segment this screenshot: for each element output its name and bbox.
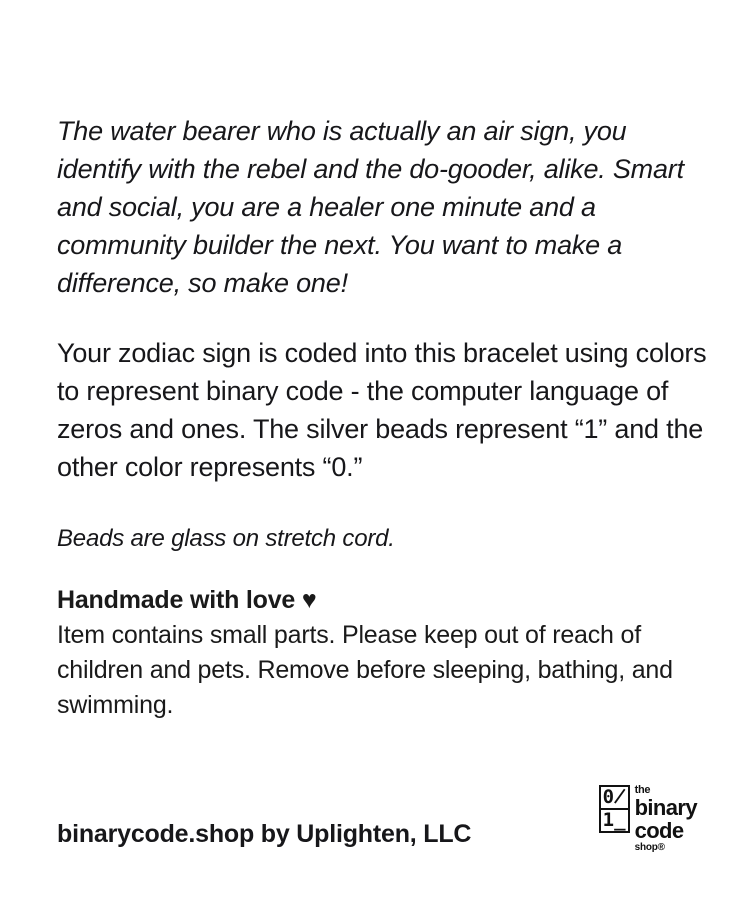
brand-line: binarycode.shop by Uplighten, LLC [57, 820, 472, 848]
care-instructions [57, 583, 697, 723]
binary-code-explanation-paragraph: Your zodiac sign is coded into this bracelet using colors to represent binary code - the computer language of zeros and ones. The silver beads represent “1” and the other color represents “0.” [57, 338, 707, 482]
logo-bit-one: 1̲ [601, 808, 628, 831]
logo-bit-zero: 0̸ [602, 786, 626, 808]
zodiac-description-paragraph: The water bearer who is actually an air sign, you identify with the rebel and the do-gooder, alike. Smart and social, you are a healer one minute and a community builder the next. You want to make a difference, so make one! [57, 116, 684, 298]
binary-code-shop-logo [599, 785, 697, 853]
materials-note: Beads are glass on stretch cord. [57, 525, 395, 552]
logo-shop: shop® [634, 842, 665, 853]
care-body: Item contains small parts. Please keep out of reach of children and pets. Remove before sleeping, bathing, and swimming. [57, 621, 673, 719]
logo-wordmark [635, 785, 697, 853]
logo-the: the [634, 784, 651, 796]
care-headline: Handmade with love ♥ [57, 586, 317, 614]
logo-binary: binary [634, 795, 697, 820]
footer [57, 785, 697, 853]
logo-code: code [634, 818, 684, 843]
logo-bits-icon [599, 785, 630, 833]
